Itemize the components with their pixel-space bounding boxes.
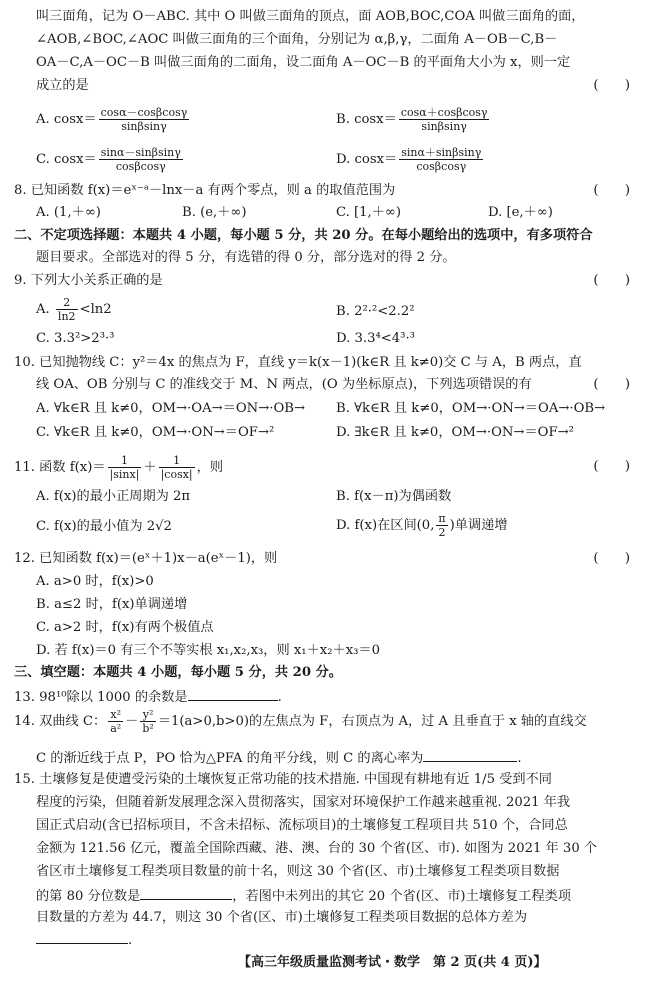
q15-line6 <box>36 886 571 906</box>
q9-answer-paren: ( ) <box>593 273 630 288</box>
q9-option-a <box>36 296 112 323</box>
q11-num-2: 1 <box>159 454 195 468</box>
q11-option-b: B. f(x－π)为偶函数 <box>336 489 452 504</box>
q9-option-b: B. 2²·²<2.2² <box>336 304 415 319</box>
q7-option-c-fraction <box>99 146 183 173</box>
q14-minus: － <box>125 714 139 729</box>
q7-option-c-num: sinα－sinβsinγ <box>100 146 181 159</box>
q7-option-a-num: cosα－cosβcosγ <box>100 106 188 119</box>
q14-line1 <box>14 708 587 735</box>
q8-option-d: D. [e,＋∞) <box>488 205 553 220</box>
q7-option-c-label: C. <box>36 152 50 167</box>
q9-option-c: C. 3.3²>2³·³ <box>36 331 115 346</box>
q7-option-a-den: sinβsinγ <box>121 120 167 133</box>
q7-option-b-fraction <box>399 106 490 133</box>
q7-line2: ∠AOB,∠BOC,∠AOC 叫做三面角的三个面角，分别记为 α,β,γ，二面角 A－OB－C,B－ <box>36 32 558 47</box>
q9-option-a-num: 2 <box>56 296 78 310</box>
page-footer: 【高三年级质量监测考试・数学 第 2 页(共 4 页)】 <box>238 955 547 970</box>
q7-line4: 成立的是 <box>36 78 89 93</box>
q8-option-c: C. [1,＋∞) <box>336 205 402 220</box>
q9-option-a-label: A. <box>36 302 50 317</box>
q15-line6-pre: 的第 80 分位数是 <box>36 889 141 904</box>
q14-num-1: x² <box>108 708 123 722</box>
q7-option-b-lhs: cosx＝ <box>354 112 397 127</box>
q8-option-a: A. (1,＋∞) <box>36 205 101 220</box>
q14-answer-blank[interactable] <box>423 748 517 762</box>
q11-stem <box>14 454 223 481</box>
q9-option-a-fraction <box>56 296 78 323</box>
q10-option-b: B. ∀k∈R 且 k≠0，OM→·ON→＝OA→·OB→ <box>336 401 606 416</box>
q11-option-d-num: π <box>438 512 446 525</box>
q11-answer-paren: ( ) <box>593 459 630 474</box>
q15-line5: 省区市土壤修复工程类项目数量的前十名，则这 30 个省(区、市)土壤修复工程类项目数据 <box>36 864 560 879</box>
q10-option-d: D. ∃k∈R 且 k≠0，OM→·ON→＝OF→² <box>336 425 574 440</box>
q8-option-b: B. (e,＋∞) <box>182 205 247 220</box>
q7-answer-paren: ( ) <box>593 78 630 93</box>
q14-den-1: a² <box>110 722 122 735</box>
q10-answer-paren: ( ) <box>593 377 630 392</box>
q15-line3: 国正式启动(含已招标项目，不含未招标、流标项目)的土壤修复工程项目共 510 个，合同总 <box>36 818 568 833</box>
section-2-instructions: 题目要求。全部选对的得 5 分，有选错的得 0 分，部分选对的得 2 分。 <box>36 250 456 265</box>
q14-fraction-1 <box>108 708 123 735</box>
q11-num-1: 1 <box>108 454 142 468</box>
q7-line1: 叫三面角，记为 O－ABC. 其中 O 叫做三面角的顶点，面 AOB,BOC,COA 叫做三面角的面， <box>36 9 585 24</box>
q9-option-a-rest: <ln2 <box>79 302 112 317</box>
q12-option-d: D. 若 f(x)＝0 有三个不等实根 x₁,x₂,x₃，则 x₁＋x₂＋x₃＝0 <box>36 643 380 658</box>
q15-line4: 金额为 121.56 亿元，覆盖全国除西藏、港、澳、台的 30 个省(区、市). 如图为 2021 年 30 个 <box>36 841 598 856</box>
q13-answer-blank[interactable] <box>188 687 278 701</box>
q7-option-a-fraction <box>99 106 190 133</box>
q11-den-1: |sinx| <box>109 468 140 481</box>
q7-option-b <box>336 106 491 133</box>
q7-option-b-label: B. <box>336 112 350 127</box>
q7-option-a-label: A. <box>36 112 50 127</box>
q13-post: . <box>277 690 282 705</box>
q11-option-d-fraction <box>436 512 447 539</box>
q12-option-b: B. a≤2 时，f(x)单调递增 <box>36 597 188 612</box>
q11-option-d-den: 2 <box>438 526 446 539</box>
q15-answer-blank-1[interactable] <box>140 886 232 900</box>
q10-option-c: C. ∀k∈R 且 k≠0，OM→·ON→＝OF→² <box>36 425 275 440</box>
q9-option-a-den: ln2 <box>57 310 76 323</box>
q10-line1: 10. 已知抛物线 C：y²＝4x 的焦点为 F，直线 y＝k(x－1)(k∈R 且 k≠0)交 C 与 A，B 两点，直 <box>14 355 582 370</box>
q10-line2: 线 OA、OB 分别与 C 的准线交于 M、N 两点，(O 为坐标原点)，下列选项错误的有 <box>36 377 532 392</box>
q14-rest: ＝1(a>0,b>0)的左焦点为 F，右顶点为 A，过 A 且垂直于 x 轴的直线交 <box>157 714 587 729</box>
q7-option-c-lhs: cosx＝ <box>54 152 97 167</box>
q15-line6-post: ，若图中未列出的其它 20 个省(区、市)土壤修复工程类项 <box>232 889 572 904</box>
q13-pre: 13. 98¹⁰除以 1000 的余数是 <box>14 690 188 705</box>
q14-fraction-2 <box>140 708 155 735</box>
q14-line2-pre: C 的渐近线于点 P，PO 恰为△PFA 的角平分线，则 C 的离心率为 <box>36 751 424 766</box>
q7-option-d-fraction <box>399 146 483 173</box>
q7-option-d-num: sinα＋sinβsinγ <box>401 146 482 159</box>
q7-option-c-den: cosβcosγ <box>115 160 166 173</box>
q7-option-d <box>336 146 485 173</box>
q11-option-d <box>336 512 508 539</box>
q7-option-d-lhs: cosx＝ <box>354 152 398 167</box>
q9-stem: 9. 下列大小关系正确的是 <box>14 273 163 288</box>
q11-fraction-2 <box>159 454 195 481</box>
q11-fraction-1 <box>108 454 142 481</box>
q11-option-d-pre: D. f(x)在区间(0, <box>336 518 435 533</box>
q11-den-2: |cosx| <box>160 468 193 481</box>
q8-answer-paren: ( ) <box>593 183 630 198</box>
q11-plus: ＋ <box>143 460 157 475</box>
q14-line2 <box>36 748 522 768</box>
q7-option-d-label: D. <box>336 152 351 167</box>
q12-option-c: C. a>2 时，f(x)有两个极值点 <box>36 620 214 635</box>
q7-option-b-num: cosα＋cosβcosγ <box>400 106 488 119</box>
q7-option-a <box>36 106 191 133</box>
q15-line2: 程度的污染，但随着新发展理念深入贯彻落实，国家对环境保护工作越来越重视. 2021 年我 <box>36 795 571 810</box>
q7-option-c <box>36 146 185 173</box>
q12-answer-paren: ( ) <box>593 551 630 566</box>
q15-answer-blank-2[interactable] <box>36 930 128 944</box>
q7-option-a-lhs: cosx＝ <box>53 112 97 127</box>
section-2-heading: 二、不定项选择题：本题共 4 小题，每小题 5 分，共 20 分。在每小题给出的选项中，有多项符合 <box>14 228 593 243</box>
q15-line7: 目数量的方差为 44.7，则这 30 个省(区、市)土壤修复工程类项目数据的总体方差为 <box>36 910 528 925</box>
q15-line1: 15. 土壤修复是使遭受污染的土壤恢复正常功能的技术措施. 中国现有耕地有近 1/5 受到不同 <box>14 772 552 787</box>
q12-stem: 12. 已知函数 f(x)＝(eˣ＋1)x－a(eˣ－1)，则 <box>14 551 278 566</box>
q13-stem <box>14 687 282 707</box>
q12-option-a: A. a>0 时，f(x)>0 <box>36 574 154 589</box>
q7-line3: OA－C,A－OC－B 叫做三面角的二面角，设二面角 A－OC－B 的平面角大小为 x，则一定 <box>36 55 571 70</box>
q14-line2-post: . <box>517 751 522 766</box>
q11-option-d-post: )单调递增 <box>449 518 508 533</box>
q15-line8-post: . <box>128 933 133 948</box>
q11-tail: ，则 <box>196 460 224 475</box>
q7-option-d-den: cosβcosγ <box>416 160 467 173</box>
q11-option-c: C. f(x)的最小值为 2√2 <box>36 519 172 534</box>
q8-stem: 8. 已知函数 f(x)＝eˣ⁻ᵃ－lnx－a 有两个零点，则 a 的取值范围为 <box>14 183 396 198</box>
q11-label: 11. 函数 f(x)＝ <box>14 460 106 475</box>
q14-num-2: y² <box>140 708 155 722</box>
q11-option-a: A. f(x)的最小正周期为 2π <box>36 489 191 504</box>
q10-option-a: A. ∀k∈R 且 k≠0，OM→·OA→＝ON→·OB→ <box>36 401 306 416</box>
q15-line8 <box>36 930 132 950</box>
q14-den-2: b² <box>142 722 154 735</box>
section-3-heading: 三、填空题：本题共 4 小题，每小题 5 分，共 20 分。 <box>14 665 342 680</box>
q9-option-d: D. 3.3⁴<4³·³ <box>336 331 415 346</box>
q14-pre: 14. 双曲线 C： <box>14 714 107 729</box>
q7-option-b-den: sinβsinγ <box>421 120 467 133</box>
